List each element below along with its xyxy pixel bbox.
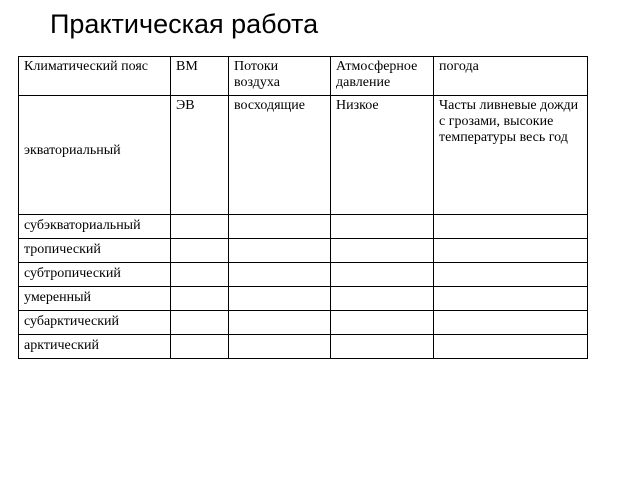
climate-table <box>18 56 588 359</box>
air-flow-cell <box>229 311 331 335</box>
table-row <box>19 239 588 263</box>
belt-cell: умеренный <box>19 287 171 311</box>
weather-cell <box>434 239 588 263</box>
header-air-flow: Потоки воздуха <box>229 57 331 96</box>
header-pressure: Атмосферное давление <box>331 57 434 96</box>
belt-cell: субтропический <box>19 263 171 287</box>
air-mass-cell <box>171 263 229 287</box>
weather-cell: Часты ливневые дожди с грозами, высокие температуры весь год <box>434 96 588 215</box>
table-row <box>19 311 588 335</box>
pressure-cell: Низкое <box>331 96 434 215</box>
header-belt: Климатический пояс <box>19 57 171 96</box>
table-row <box>19 287 588 311</box>
air-mass-cell <box>171 287 229 311</box>
table-header-row <box>19 57 588 96</box>
table-row <box>19 335 588 359</box>
pressure-cell <box>331 287 434 311</box>
weather-cell <box>434 287 588 311</box>
belt-cell: тропический <box>19 239 171 263</box>
air-flow-cell <box>229 239 331 263</box>
air-mass-cell <box>171 311 229 335</box>
weather-cell <box>434 215 588 239</box>
weather-cell <box>434 263 588 287</box>
pressure-cell <box>331 215 434 239</box>
table-row <box>19 263 588 287</box>
belt-cell: арктический <box>19 335 171 359</box>
belt-cell: субарктический <box>19 311 171 335</box>
air-mass-cell: ЭВ <box>171 96 229 215</box>
table-row <box>19 96 588 215</box>
weather-cell <box>434 335 588 359</box>
air-flow-cell <box>229 335 331 359</box>
pressure-cell <box>331 263 434 287</box>
page-title: Практическая работа <box>50 9 319 39</box>
belt-cell: экваториальный <box>19 96 171 215</box>
table-row <box>19 215 588 239</box>
air-mass-cell <box>171 335 229 359</box>
air-mass-cell <box>171 215 229 239</box>
air-flow-cell <box>229 215 331 239</box>
pressure-cell <box>331 335 434 359</box>
pressure-cell <box>331 311 434 335</box>
belt-cell: субэкваториальный <box>19 215 171 239</box>
air-mass-cell <box>171 239 229 263</box>
weather-cell <box>434 311 588 335</box>
header-weather: погода <box>434 57 588 96</box>
pressure-cell <box>331 239 434 263</box>
air-flow-cell <box>229 287 331 311</box>
air-flow-cell: восходящие <box>229 96 331 215</box>
air-flow-cell <box>229 263 331 287</box>
header-air-mass: ВМ <box>171 57 229 96</box>
